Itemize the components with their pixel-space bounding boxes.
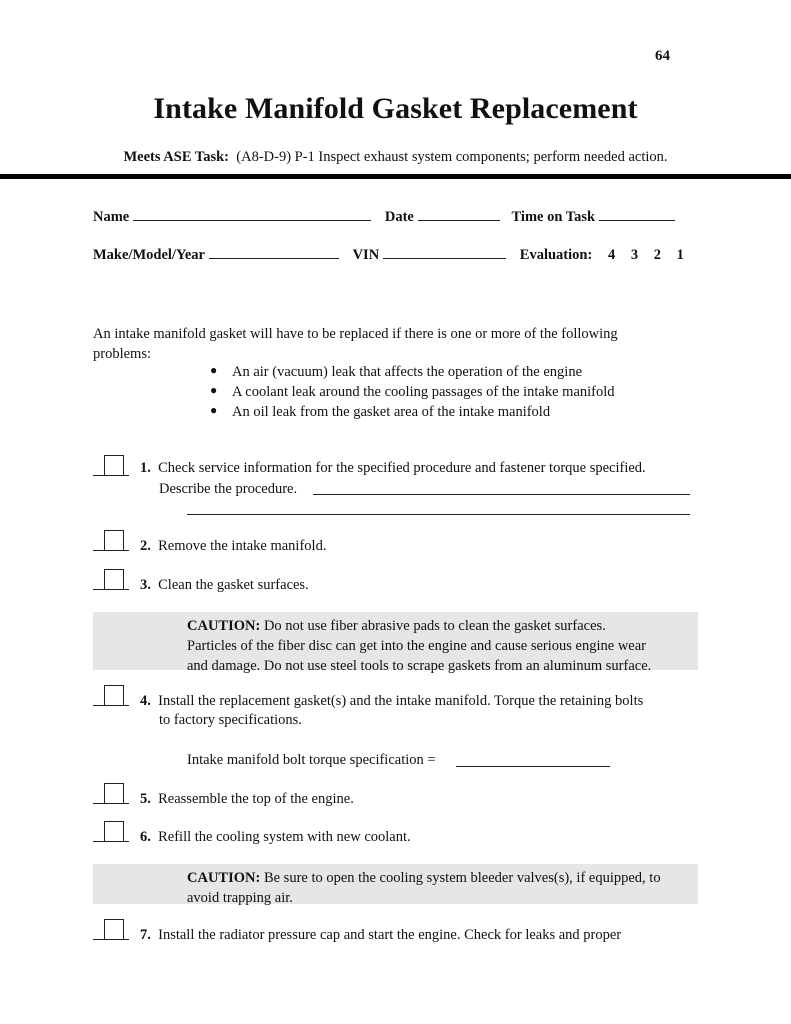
procedure-answer-line-1[interactable] [313,494,690,495]
evaluation-score-2[interactable]: 2 [653,247,661,263]
step-text: Remove the intake manifold. [158,538,327,554]
bullet-icon: ● [210,363,218,377]
name-label: Name [93,209,130,225]
step-number: 7. [140,927,151,943]
vin-field[interactable] [383,246,506,259]
step-2-checkoff-line [93,550,129,551]
step-text: Clean the gasket surfaces. [158,577,309,593]
step-7 [140,926,621,945]
make-model-year-label: Make/Model/Year [93,247,205,263]
step-3-checkoff-line [93,589,129,590]
caution-label: CAUTION: [187,870,261,886]
intro-paragraph: An intake manifold gasket will have to be replaced if there is one or more of the following problems: [93,326,618,362]
ase-task-text: (A8-D-9) P-1 Inspect exhaust system components; perform needed action. [236,149,668,165]
step-number: 1. [140,460,151,476]
step-1-checkbox[interactable] [104,455,124,475]
step-7-checkbox[interactable] [104,919,124,939]
evaluation-score-4[interactable]: 4 [607,247,616,263]
page-title: Intake Manifold Gasket Replacement [153,92,638,125]
ase-task-label: Meets ASE Task: [123,149,230,165]
step-6-checkbox[interactable] [104,821,124,841]
make-model-year-field[interactable] [209,246,339,259]
torque-spec-field[interactable] [456,766,610,767]
evaluation-score-3[interactable]: 3 [630,247,639,263]
step-4-checkbox[interactable] [104,685,124,705]
step-1-checkoff-line [93,475,129,476]
date-field[interactable] [418,208,500,221]
step-1 [140,459,646,478]
name-field[interactable] [133,208,371,221]
header-divider [0,174,791,179]
step-number: 6. [140,829,151,845]
step-text: Install the radiator pressure cap and start the engine. Check for leaks and proper [158,927,622,943]
step-5-checkoff-line [93,803,129,804]
step-3 [140,576,309,595]
step-4 [140,692,643,711]
problem-item: ● An oil leak from the gasket area of the intake manifold [210,402,615,422]
step-number: 4. [140,693,151,709]
time-on-task-field[interactable] [599,208,675,221]
step-text: Refill the cooling system with new coolant. [158,829,411,845]
step-6-checkoff-line [93,841,129,842]
evaluation-score-1[interactable]: 1 [676,247,684,263]
problem-list [210,362,615,422]
step-text: Install the replacement gasket(s) and the intake manifold. Torque the retaining bolts [158,693,644,709]
step-2 [140,537,326,556]
step-5-checkbox[interactable] [104,783,124,803]
caution-box-bleeder: CAUTION: Be sure to open the cooling system bleeder valves(s), if equipped, to avoid trapping air. [93,864,698,904]
bullet-icon: ● [210,403,218,417]
step-number: 2. [140,538,151,554]
step-4-checkoff-line [93,705,129,706]
problem-item: ● An air (vacuum) leak that affects the operation of the engine [210,362,615,382]
student-info-row [93,208,679,226]
vin-label: VIN [352,247,380,263]
step-7-checkoff-line [93,939,129,940]
step-6 [140,828,411,847]
step-1-describe: Describe the procedure. [159,481,298,497]
step-number: 3. [140,577,151,593]
step-5 [140,790,354,809]
torque-spec-label: Intake manifold bolt torque specification = [187,752,436,768]
date-label: Date [384,209,414,225]
procedure-answer-line-2[interactable] [187,514,690,515]
step-2-checkbox[interactable] [104,530,124,550]
vehicle-info-row [93,246,684,264]
step-3-checkbox[interactable] [104,569,124,589]
step-text: Reassemble the top of the engine. [158,791,354,807]
step-number: 5. [140,791,151,807]
step-text: Check service information for the specified procedure and fastener torque specified. [158,460,646,476]
ase-task [0,149,791,166]
bullet-icon: ● [210,383,218,397]
page-number: 64 [655,48,670,64]
time-on-task-label: Time on Task [511,209,596,225]
caution-label: CAUTION: [187,618,261,634]
problem-item: ● A coolant leak around the cooling passages of the intake manifold [210,382,615,402]
evaluation-label: Evaluation: [519,247,593,263]
caution-box-gasket: CAUTION: Do not use fiber abrasive pads to clean the gasket surfaces. Particles of the fiber disc can get into the engine and cause serious engine wear and damage. Do not use steel tools to scrape gaskets from an aluminum surface. [93,612,698,670]
step-4-continued: to factory specifications. [159,712,302,728]
